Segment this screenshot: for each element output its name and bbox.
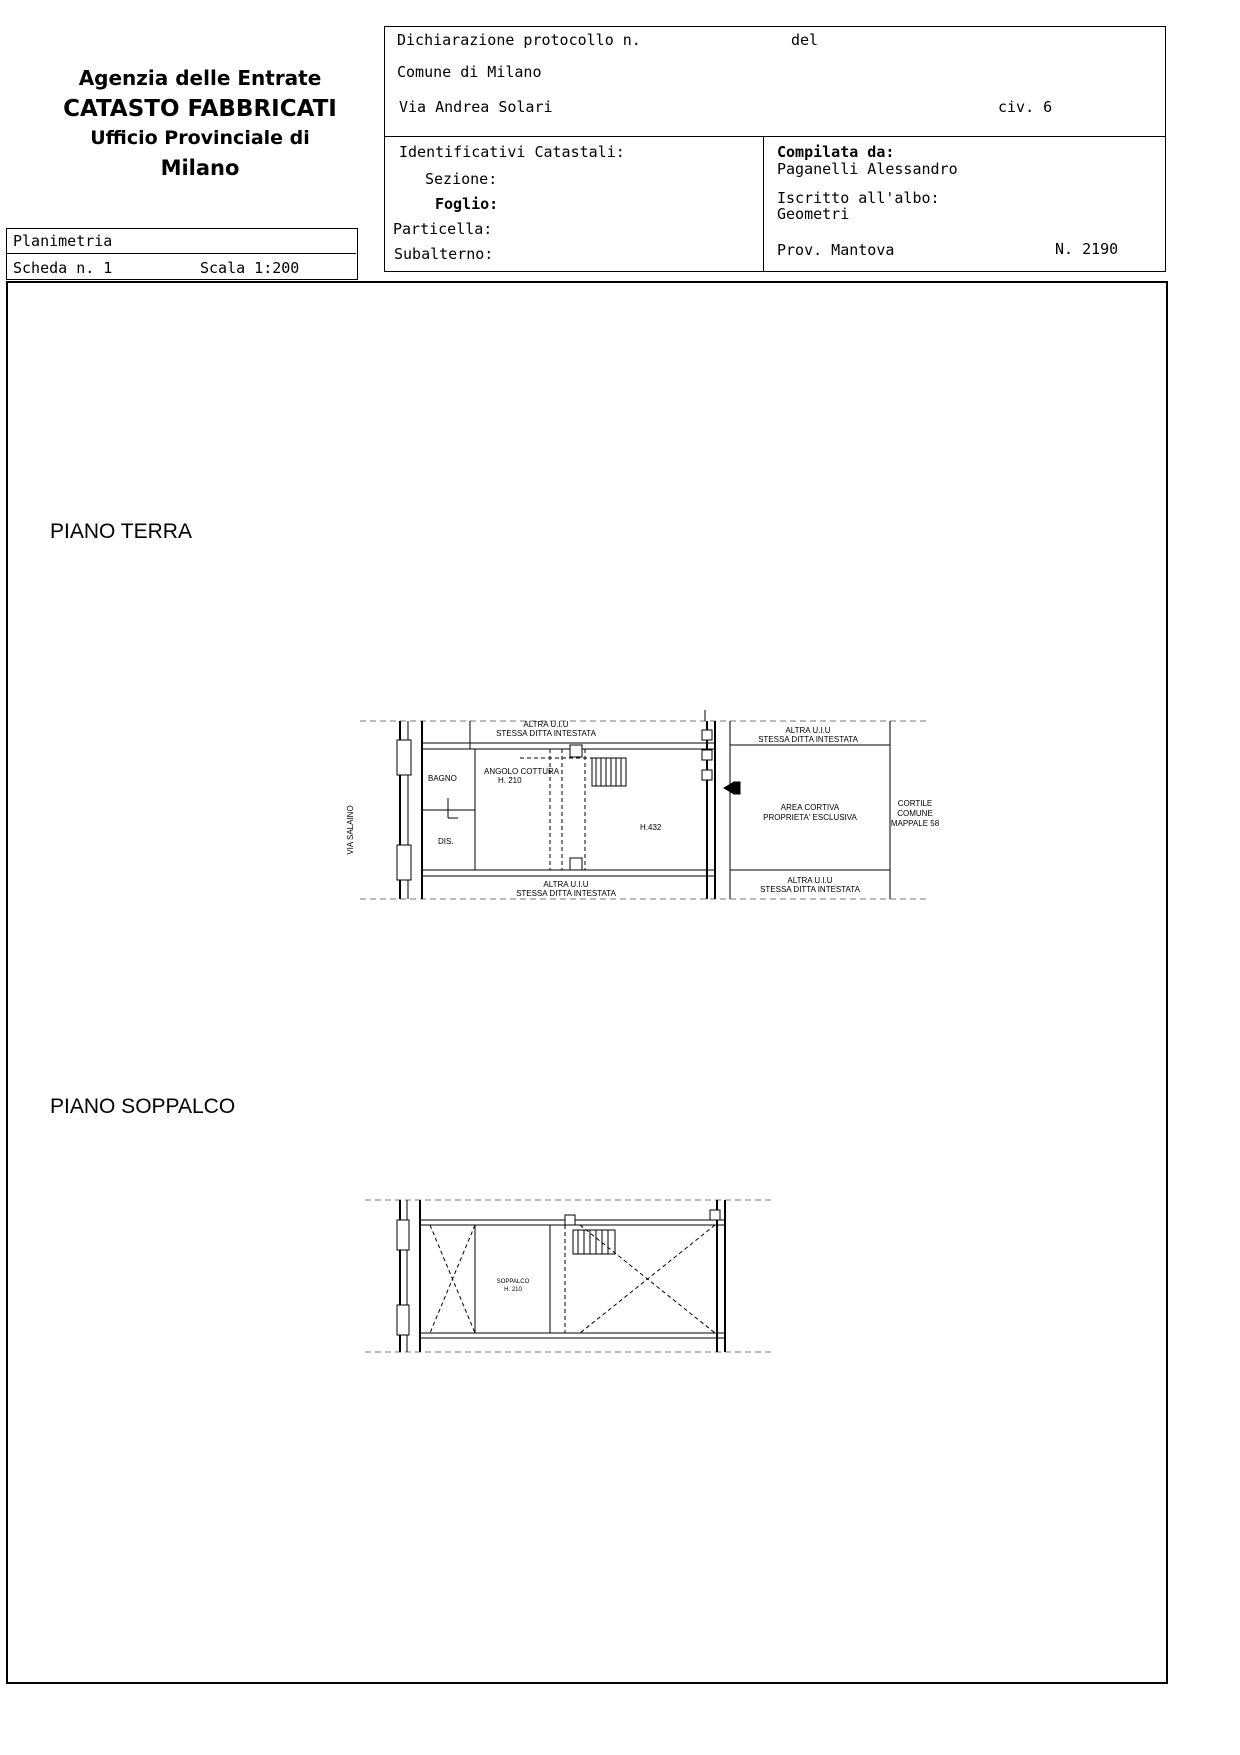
protocol-label: Dichiarazione protocollo n. — [397, 31, 641, 49]
label-comune: COMUNE — [897, 809, 933, 818]
office-city: Milano — [160, 156, 240, 180]
floor-title-terra: PIANO TERRA — [50, 520, 192, 543]
sheet-scheda: Scheda n. 1 — [13, 259, 113, 277]
agency-header — [40, 66, 360, 182]
floor-title-soppalco: PIANO SOPPALCO — [50, 1095, 236, 1118]
label-stessa-bottom: STESSA DITTA INTESTATA — [516, 889, 616, 898]
label-via-salaino: VIA SALAINO — [346, 805, 355, 855]
civic-number: civ. 6 — [998, 98, 1053, 116]
floor-plan-soppalco — [355, 1185, 795, 1365]
drawing-frame — [6, 281, 1168, 1684]
floor-plan-terra — [340, 700, 940, 910]
room-bagno: BAGNO — [428, 774, 457, 783]
label-proprieta-esclusiva: PROPRIETA' ESCLUSIVA — [763, 813, 857, 822]
declaration-box — [384, 26, 1166, 272]
foglio-label: Foglio: — [435, 195, 499, 213]
room-soppalco: SOPPALCO — [496, 1279, 530, 1285]
room-soppalco-height: H. 210 — [504, 1287, 522, 1293]
address: Via Andrea Solari — [399, 98, 553, 116]
office-label: Ufficio Provinciale di — [90, 127, 310, 149]
subalterno-label: Subalterno: — [394, 245, 494, 263]
comune: Comune di Milano — [397, 63, 542, 81]
albo-value: Geometri — [777, 205, 850, 223]
label-altra-top: ALTRA U.I.U — [523, 720, 569, 729]
compiler-label: Compilata da: — [777, 143, 895, 161]
room-height-432: H.432 — [640, 823, 662, 832]
label-stessa-right-top: STESSA DITTA INTESTATA — [758, 735, 858, 744]
particella-label: Particella: — [393, 220, 493, 238]
label-stessa-top: STESSA DITTA INTESTATA — [496, 729, 596, 738]
label-altra-right-top: ALTRA U.I.U — [785, 726, 831, 735]
label-area-cortiva: AREA CORTIVA — [780, 803, 840, 812]
room-dis: DIS. — [438, 837, 454, 846]
label-altra-right-bottom: ALTRA U.I.U — [787, 876, 833, 885]
label-mappale: MAPPALE 58 — [890, 819, 940, 828]
sheet-info-box — [6, 228, 358, 280]
sezione-label: Sezione: — [425, 170, 498, 188]
identifiers-title: Identificativi Catastali: — [399, 143, 625, 161]
compiler-name: Paganelli Alessandro — [777, 160, 958, 178]
room-angolo-cottura: ANGOLO COTTURA — [484, 767, 560, 776]
label-cortile: CORTILE — [897, 799, 933, 808]
albo-label: Iscritto all'albo: — [777, 189, 940, 207]
label-stessa-right-bottom: STESSA DITTA INTESTATA — [760, 885, 860, 894]
province: Prov. Mantova — [777, 241, 895, 259]
agency-name: Agenzia delle Entrate — [78, 66, 322, 90]
catasto-title: CATASTO FABBRICATI — [63, 96, 337, 122]
sheet-scale: Scala 1:200 — [200, 259, 300, 277]
sheet-type: Planimetria — [13, 232, 113, 250]
protocol-del-label: del — [791, 31, 819, 49]
label-altra-bottom: ALTRA U.I.U — [543, 880, 589, 889]
registration-number: N. 2190 — [1055, 240, 1119, 258]
room-height-210: H. 210 — [498, 776, 522, 785]
